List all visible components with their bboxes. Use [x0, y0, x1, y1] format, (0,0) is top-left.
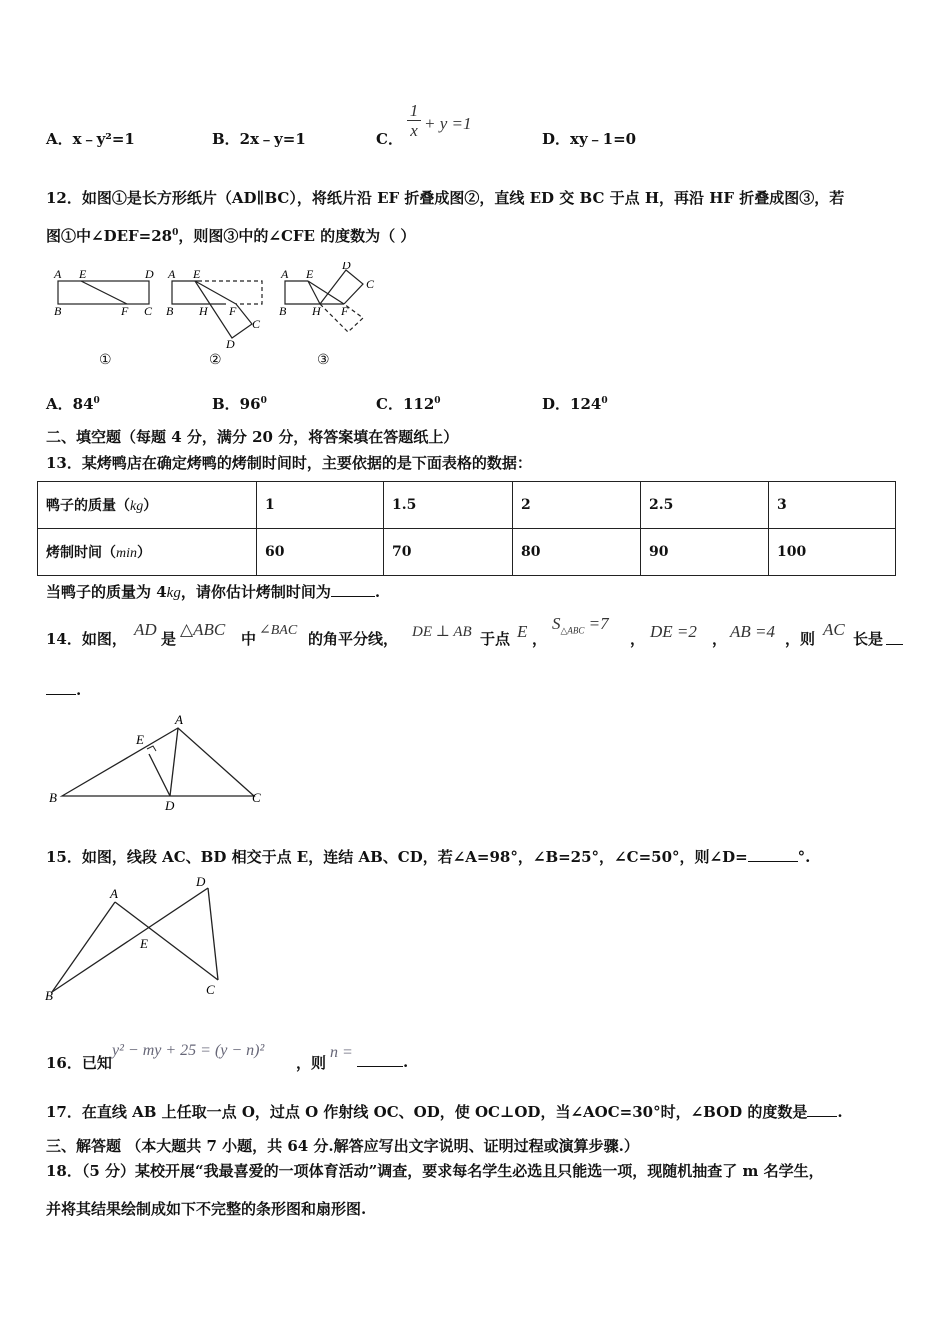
- fig14-label-e: E: [136, 732, 144, 747]
- q12-option-c: C．$112^0$: [376, 395, 441, 413]
- q17-text: 17．在直线 AB 上任取一点 O，过点 O 作射线 OC、OD，使 OC⊥OD，当∠AOC=30°时，∠BOD 的度数是 .: [46, 1103, 843, 1121]
- q14-e: E: [517, 622, 528, 641]
- fraction-numerator: 1: [407, 102, 421, 121]
- svg-text:B: B: [54, 304, 62, 318]
- q14-comma-3: ，: [712, 630, 728, 648]
- table-cell: 1.5: [384, 482, 513, 529]
- fig14-label-b: B: [49, 790, 57, 805]
- table-cell: 80: [513, 529, 641, 576]
- q15-crossing-segments-figure: [40, 870, 230, 1005]
- q11-option-c-label: C．: [376, 130, 403, 148]
- q12-option-a: A．$84^0$: [46, 395, 100, 413]
- table-row: [38, 482, 896, 529]
- figure-2: [166, 267, 262, 351]
- svg-text:A: A: [54, 267, 62, 281]
- q14-ab: AB =4: [730, 622, 775, 641]
- fig14-label-a: A: [175, 712, 183, 727]
- svg-text:H: H: [312, 304, 321, 318]
- svg-text:H: H: [199, 304, 208, 318]
- answer-blank: [357, 1052, 403, 1067]
- svg-text:C: C: [252, 317, 261, 331]
- q11-option-b: B．2x﹣y=1: [212, 130, 306, 148]
- table-cell: 100: [769, 529, 896, 576]
- svg-text:B: B: [279, 304, 287, 318]
- svg-text:F: F: [121, 304, 129, 318]
- section-3-heading: 三、解答题 （本大题共 7 小题，共 64 分.解答应写出文字说明、证明过程或演算步骤.）: [46, 1137, 639, 1155]
- table-cell: 2: [513, 482, 641, 529]
- q13-data-table: [37, 481, 896, 576]
- fig15-label-c: C: [206, 982, 215, 997]
- q16-mid: ，则: [296, 1054, 327, 1072]
- q11-option-c-fraction: [407, 102, 421, 141]
- table-cell: 60: [257, 529, 384, 576]
- table-cell: 1: [257, 482, 384, 529]
- fig15-label-a: A: [110, 886, 118, 901]
- q16-answer: .: [357, 1052, 408, 1071]
- q14-ac: AC: [823, 620, 845, 639]
- section-2-heading: 二、填空题（每题 4 分，满分 20 分，将答案填在答题纸上）: [46, 428, 459, 446]
- q14-num: 14．如图，: [46, 630, 127, 648]
- figure-3: [279, 262, 375, 332]
- fig14-label-d: D: [165, 798, 175, 813]
- q14-answer-blank-part1: [886, 630, 903, 649]
- q14-foot: 于点: [480, 630, 511, 648]
- fig14-label-c: C: [252, 790, 261, 805]
- svg-text:F: F: [229, 304, 237, 318]
- q14-length: 长是: [853, 630, 884, 648]
- q13-intro: 13．某烤鸭店在确定烤鸭的烤制时间时，主要依据的是下面表格的数据：: [46, 454, 532, 472]
- answer-blank: [807, 1102, 837, 1117]
- fig15-label-e: E: [140, 936, 148, 951]
- table-row: [38, 529, 896, 576]
- q18-line1: 18．（5 分）某校开展“我最喜爱的一项体育活动”调查，要求每名学生必选且只能选一项，现随机抽查了 m 名学生，: [46, 1162, 824, 1180]
- svg-text:D: D: [226, 337, 235, 351]
- q14-comma-2: ，: [630, 630, 646, 648]
- answer-blank: [331, 582, 375, 597]
- q14-de: DE =2: [650, 622, 697, 641]
- table-cell: 2.5: [641, 482, 769, 529]
- svg-text:E: E: [193, 267, 201, 281]
- q14-angle: ∠BAC: [259, 623, 298, 638]
- q14-bisector: 的角平分线，: [308, 630, 399, 648]
- figure-1-label: ①: [99, 352, 112, 368]
- q13-question: 当鸭子的质量为 4kg，请你估计烤制时间为 .: [46, 583, 381, 601]
- svg-text:C: C: [366, 277, 375, 291]
- svg-text:A: A: [168, 267, 176, 281]
- table-cell: 3: [769, 482, 896, 529]
- q16-variable: n =: [330, 1044, 353, 1061]
- svg-text:F: F: [341, 304, 349, 318]
- q16-expression: y² − my + 25 = (y − n)²: [112, 1042, 265, 1059]
- svg-text:E: E: [79, 267, 87, 281]
- q14-ze: ，则: [785, 630, 816, 648]
- q14-answer-blank-part2: .: [46, 680, 81, 699]
- q11-option-c-rest: + y =1: [424, 114, 472, 133]
- fig15-label-d: D: [196, 874, 206, 889]
- table-row-header: 鸭子的质量（kg）: [38, 482, 257, 529]
- q14-ad: AD: [134, 620, 157, 639]
- svg-text:D: D: [342, 262, 351, 272]
- fraction-denominator: x: [410, 121, 418, 140]
- svg-text:D: D: [145, 267, 154, 281]
- q12-option-d: D．$124^0$: [542, 395, 608, 413]
- q12-line2: 图①中$\angle DEF=28^0$，则图③中的∠CFE 的度数为（ ）: [46, 227, 416, 245]
- fig15-label-b: B: [45, 988, 53, 1003]
- q18-line2: 并将其结果绘制成如下不完整的条形图和扇形图.: [46, 1200, 367, 1218]
- figure-1: [53, 267, 154, 318]
- svg-text:E: E: [306, 267, 314, 281]
- table-row-header: 烤制时间（min）: [38, 529, 257, 576]
- table-cell: 70: [384, 529, 513, 576]
- svg-text:C: C: [144, 304, 153, 318]
- q14-triangle-figure: [44, 710, 274, 815]
- answer-blank: [748, 847, 798, 862]
- q12-line1: 12．如图①是长方形纸片（AD∥BC），将纸片沿 EF 折叠成图②，直线 ED 交 BC 于点 H，再沿 HF 折叠成图③，若: [46, 189, 845, 207]
- q14-shi: 是: [161, 630, 177, 648]
- q14-zhong: 中: [241, 630, 257, 648]
- svg-text:B: B: [166, 304, 174, 318]
- q16-pre: 16．已知: [46, 1054, 112, 1072]
- q12-option-b: B．$96^0$: [212, 395, 267, 413]
- table-cell: 90: [641, 529, 769, 576]
- q11-option-d: D．xy﹣1=0: [542, 130, 637, 148]
- q14-area: $S_{\triangle ABC} =7$: [552, 614, 609, 636]
- q15-text: 15．如图，线段 AC、BD 相交于点 E，连结 AB、CD，若∠A=98°，∠B=25°，∠C=50°，则∠D= °.: [46, 848, 811, 866]
- svg-text:A: A: [281, 267, 289, 281]
- figure-2-label: ②: [209, 352, 222, 368]
- q14-comma-1: ，: [532, 630, 548, 648]
- q11-option-a: A．x﹣y²=1: [46, 130, 135, 148]
- q14-perp: DE ⊥ AB: [412, 624, 472, 640]
- q14-triangle: △ABC: [180, 620, 226, 639]
- figure-3-label: ③: [317, 352, 330, 368]
